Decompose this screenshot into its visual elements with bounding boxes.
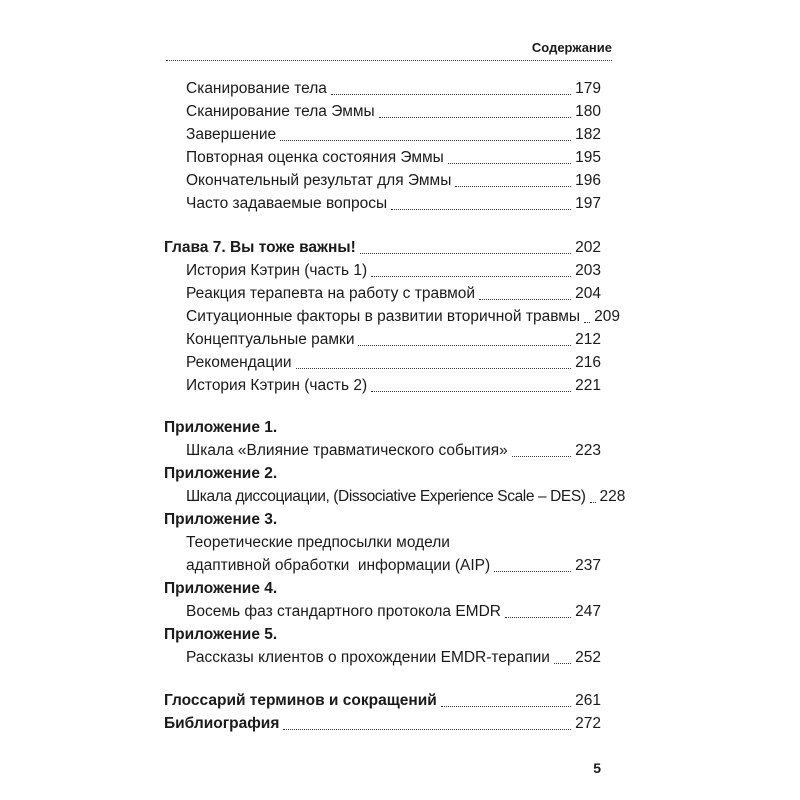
appendix-5-entry[interactable] bbox=[186, 647, 601, 669]
toc-entry[interactable] bbox=[186, 170, 601, 192]
toc-entry[interactable] bbox=[186, 193, 601, 215]
header-dotted-rule bbox=[166, 60, 612, 61]
appendix-3-title-line1: Теоретические предпосылки модели bbox=[186, 534, 450, 551]
toc-entry-title: Концептуальные рамки bbox=[186, 331, 355, 348]
toc-entry[interactable] bbox=[186, 78, 601, 100]
toc-entry-title: Шкала «Влияние травматического события» bbox=[186, 442, 508, 459]
dot-leader bbox=[494, 571, 571, 572]
toc-entry-title: История Кэтрин (часть 1) bbox=[186, 262, 368, 279]
toc-entry-title: Ситуационные факторы в развитии вторичной травмы bbox=[186, 308, 581, 325]
toc-entry-title: Восемь фаз стандартного протокола EMDR bbox=[186, 603, 501, 620]
toc-entry-page: 237 bbox=[575, 557, 601, 574]
toc-entry-page: 196 bbox=[575, 172, 601, 189]
toc-entry-page: 247 bbox=[575, 603, 601, 620]
page-number: 5 bbox=[593, 760, 601, 776]
dot-leader bbox=[590, 502, 596, 503]
dot-leader bbox=[584, 322, 590, 323]
dot-leader bbox=[391, 209, 571, 210]
dot-leader bbox=[379, 117, 571, 118]
appendix-2-heading: Приложение 2. bbox=[164, 465, 278, 482]
dot-leader bbox=[360, 253, 571, 254]
toc-entry[interactable] bbox=[186, 329, 601, 351]
dot-leader bbox=[331, 94, 571, 95]
toc-entry-title: Рассказы клиентов о прохождении EMDR-терапии bbox=[186, 649, 550, 666]
toc-chapter-page: 202 bbox=[575, 239, 601, 256]
dot-leader bbox=[371, 276, 571, 277]
dot-leader bbox=[554, 663, 571, 664]
toc-entry[interactable] bbox=[186, 260, 601, 282]
toc-entry-page: 195 bbox=[575, 149, 601, 166]
toc-entry[interactable] bbox=[186, 375, 601, 397]
toc-entry-page: 216 bbox=[575, 354, 601, 371]
toc-entry-title: Реакция терапевта на работу с травмой bbox=[186, 285, 476, 302]
toc-entry[interactable] bbox=[186, 147, 601, 169]
dot-leader bbox=[455, 186, 571, 187]
toc-chapter-page: 272 bbox=[575, 715, 601, 732]
toc-entry-page: 179 bbox=[575, 80, 601, 97]
dot-leader bbox=[448, 163, 571, 164]
toc-entry-page: 221 bbox=[575, 377, 601, 394]
toc-entry-title: История Кэтрин (часть 2) bbox=[186, 377, 368, 394]
appendix-2-entry[interactable] bbox=[186, 486, 626, 508]
toc-entry-page: 212 bbox=[575, 331, 601, 348]
toc-glossary[interactable] bbox=[164, 690, 601, 712]
dot-leader bbox=[280, 140, 571, 141]
toc-entry-page: 209 bbox=[594, 308, 620, 325]
toc-entry-page: 203 bbox=[575, 262, 601, 279]
toc-entry-title: адаптивной обработки информации (AIP) bbox=[186, 557, 491, 574]
toc-entry-page: 228 bbox=[599, 488, 626, 505]
toc-entry-title: Часто задаваемые вопросы bbox=[186, 195, 388, 212]
toc-entry[interactable] bbox=[186, 283, 601, 305]
toc-entry-title: Завершение bbox=[186, 126, 277, 143]
toc-chapter-7[interactable] bbox=[164, 237, 601, 259]
dot-leader bbox=[441, 706, 571, 707]
toc-entry-title: Повторная оценка состояния Эммы bbox=[186, 149, 444, 166]
dot-leader bbox=[505, 617, 571, 618]
toc-entry-title: Шкала диссоциации, (Dissociative Experience Scale – DES) bbox=[186, 488, 586, 505]
toc-entry-page: 180 bbox=[575, 103, 601, 120]
dot-leader bbox=[283, 729, 571, 730]
appendix-3-heading: Приложение 3. bbox=[164, 511, 278, 528]
dot-leader bbox=[371, 391, 571, 392]
dot-leader bbox=[479, 299, 571, 300]
dot-leader bbox=[358, 345, 571, 346]
toc-entry-page: 182 bbox=[575, 126, 601, 143]
appendix-1-heading: Приложение 1. bbox=[164, 419, 278, 436]
toc-entry-page: 223 bbox=[575, 442, 601, 459]
toc-entry[interactable] bbox=[186, 101, 601, 123]
toc-bibliography[interactable] bbox=[164, 713, 601, 735]
toc-chapter-title: Глава 7. Вы тоже важны! bbox=[164, 239, 356, 256]
dot-leader bbox=[296, 368, 572, 369]
dot-leader bbox=[512, 456, 571, 457]
toc-entry-page: 197 bbox=[575, 195, 601, 212]
toc-entry[interactable] bbox=[186, 124, 601, 146]
appendix-3-entry[interactable] bbox=[186, 555, 601, 577]
toc-chapter-title: Глоссарий терминов и сокращений bbox=[164, 692, 437, 709]
toc-entry[interactable] bbox=[186, 352, 601, 374]
appendix-4-entry[interactable] bbox=[186, 601, 601, 623]
toc-entry-page: 252 bbox=[575, 649, 601, 666]
toc-entry-title: Рекомендации bbox=[186, 354, 292, 371]
toc-entry-page: 204 bbox=[575, 285, 601, 302]
appendix-5-heading: Приложение 5. bbox=[164, 626, 278, 643]
toc-chapter-title: Библиография bbox=[164, 715, 280, 732]
appendix-1-entry[interactable] bbox=[186, 440, 601, 462]
running-head: Содержание bbox=[531, 40, 612, 55]
toc-chapter-page: 261 bbox=[575, 692, 601, 709]
toc-entry[interactable] bbox=[186, 306, 620, 328]
toc-entry-title: Сканирование тела Эммы bbox=[186, 103, 375, 120]
appendix-4-heading: Приложение 4. bbox=[164, 580, 278, 597]
toc-entry-title: Окончательный результат для Эммы bbox=[186, 172, 452, 189]
toc-entry-title: Сканирование тела bbox=[186, 80, 327, 97]
